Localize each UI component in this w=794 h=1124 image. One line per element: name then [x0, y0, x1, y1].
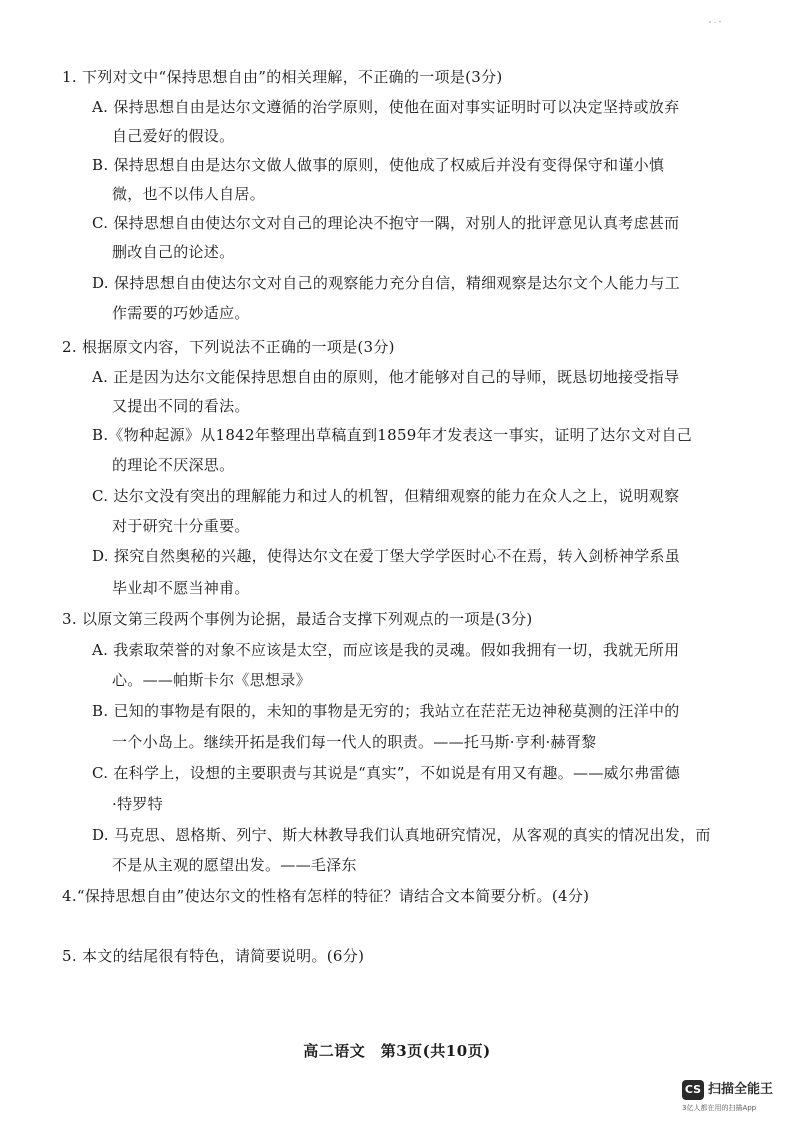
question-3-option-b: B. 已知的事物是有限的，未知的事物是无穷的；我站立在茫茫无边神秘莫测的汪洋中的: [92, 702, 680, 720]
question-3-stem: 3. 以原文第三段两个事例为论据，最适合支撑下列观点的一项是(3分): [62, 610, 533, 628]
question-3-option-a: A. 我索取荣誉的对象不应该是太空，而应该是我的灵魂。假如我拥有一切，我就无所用: [92, 641, 680, 659]
question-1-option-c: C. 保持思想自由使达尔文对自己的理论决不抱守一隅，对别人的批评意见认真考虑甚而: [92, 214, 680, 232]
question-3-option-c-cont: ·特罗特: [112, 795, 163, 813]
question-4-stem: 4.“保持思想自由”使达尔文的性格有怎样的特征？请结合文本简要分析。(4分): [62, 887, 590, 905]
question-2-option-b-cont: 的理论不厌深思。: [112, 456, 235, 474]
question-3-option-c: C. 在科学上，设想的主要职责与其说是“真实”，不如说是有用又有趣。——威尔弗雷德: [92, 764, 681, 782]
question-2-option-b: B.《物种起源》从1842年整理出草稿直到1859年才发表这一事实，证明了达尔文对自己: [92, 426, 693, 444]
question-2-option-a-cont: 又提出不同的看法。: [112, 397, 250, 415]
question-1-stem: 1. 下列对文中“保持思想自由”的相关理解，不正确的一项是(3分): [62, 68, 503, 86]
question-3-option-a-cont: 心。——帕斯卡尔《思想录》: [112, 671, 311, 689]
question-2-option-d: D. 探究自然奥秘的兴趣，使得达尔文在爱丁堡大学学医时心不在焉，转入剑桥神学系虽: [92, 547, 681, 565]
page-footer: 高二语文 第3页(共10页): [303, 1042, 491, 1060]
watermark-title: 扫描全能王: [708, 1082, 774, 1097]
question-1-option-c-cont: 删改自己的论述。: [112, 243, 235, 261]
question-3-option-d-cont: 不是从主观的愿望出发。——毛泽东: [112, 856, 357, 874]
question-1-option-b: B. 保持思想自由是达尔文做人做事的原则，使他成了权威后并没有变得保守和谨小慎: [92, 156, 665, 174]
watermark-subtitle: 3亿人都在用的扫描App: [682, 1104, 757, 1112]
scan-speck-mark: [708, 20, 722, 24]
question-1-option-d: D. 保持思想自由使达尔文对自己的观察能力充分自信，精细观察是达尔文个人能力与工: [92, 274, 681, 292]
question-5-stem: 5. 本文的结尾很有特色，请简要说明。(6分): [62, 947, 365, 965]
question-2-stem: 2. 根据原文内容，下列说法不正确的一项是(3分): [62, 338, 395, 356]
question-1-option-b-cont: 微，也不以伟人自居。: [112, 185, 266, 203]
question-2-option-c-cont: 对于研究十分重要。: [112, 517, 250, 535]
question-3-option-b-cont: 一个小岛上。继续开拓是我们每一代人的职责。——托马斯·亨利·赫胥黎: [112, 733, 597, 751]
question-2-option-c: C. 达尔文没有突出的理解能力和过人的机智，但精细观察的能力在众人之上，说明观察: [92, 487, 680, 505]
camscanner-logo-icon: CS: [682, 1080, 704, 1100]
question-1-option-d-cont: 作需要的巧妙适应。: [112, 304, 250, 322]
question-1-option-a: A. 保持思想自由是达尔文遵循的治学原则，使他在面对事实证明时可以决定坚持或放弃: [92, 98, 680, 116]
scanner-watermark: [682, 1076, 782, 1116]
question-1-option-a-cont: 自己爱好的假设。: [112, 127, 235, 145]
question-3-option-d: D. 马克思、恩格斯、列宁、斯大林教导我们认真地研究情况，从客观的真实的情况出发，而: [92, 826, 711, 844]
question-2-option-d-cont: 毕业却不愿当神甫。: [112, 579, 250, 597]
question-2-option-a: A. 正是因为达尔文能保持思想自由的原则，他才能够对自己的导师，既恳切地接受指导: [92, 368, 680, 386]
